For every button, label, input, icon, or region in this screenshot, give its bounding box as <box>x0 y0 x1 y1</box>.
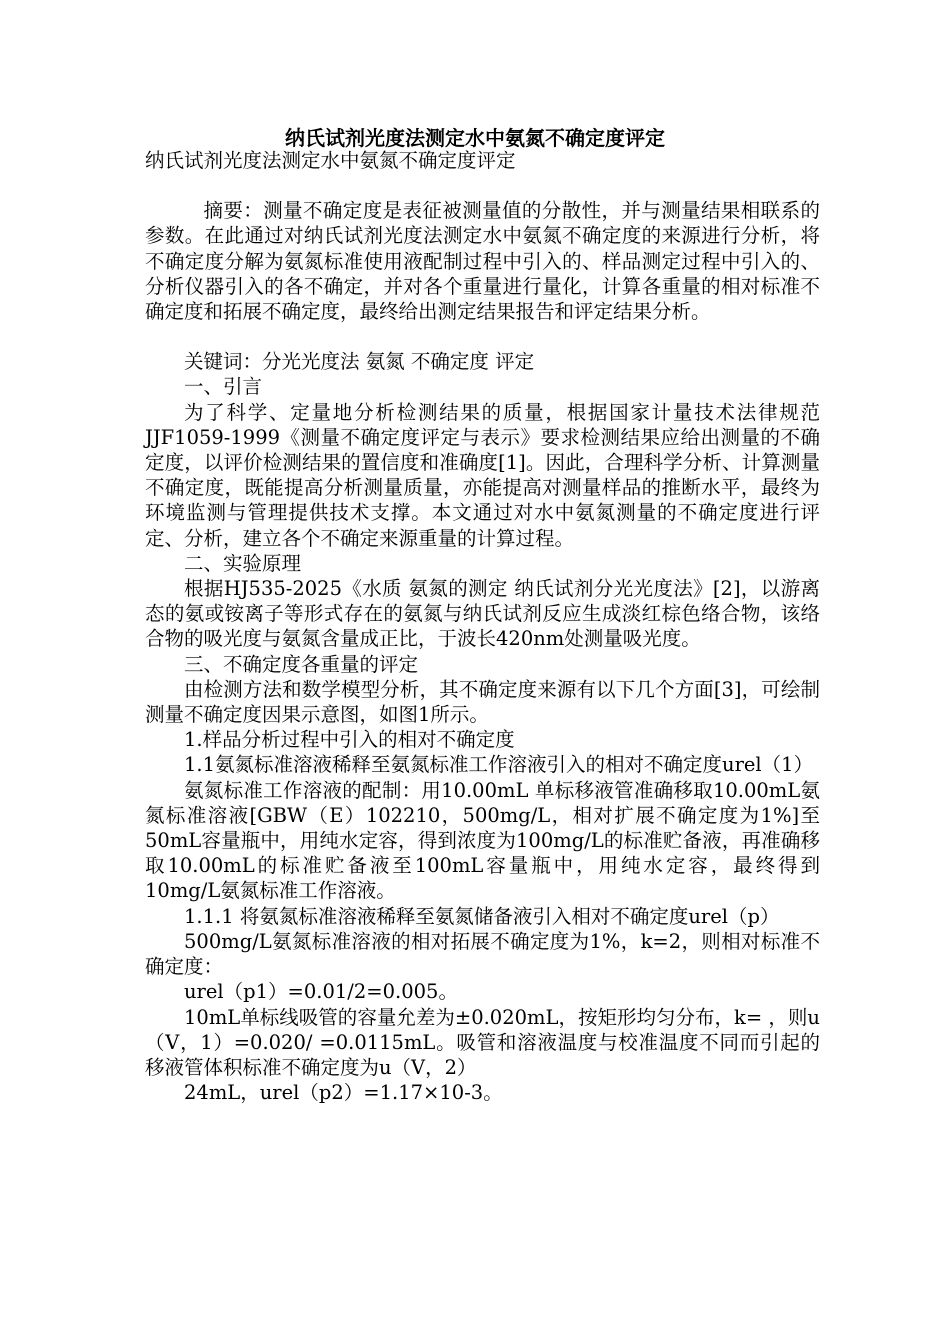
keywords-line: 关键词：分光光度法 氨氮 不确定度 评定 <box>184 350 535 374</box>
relative-uncertainty-paragraph: 500mg/L氨氮标准溶液的相对拓展不确定度为1%，k=2，则相对标准不确定度： <box>145 929 820 979</box>
formula-urel-p2: 24mL，urel（p2）=1.17×10-3。 <box>184 1081 503 1105</box>
subsection-heading-1-1: 1.1氨氮标准溶液稀释至氨氮标准工作溶液引入的相对不确定度urel（1） <box>184 753 814 777</box>
spacer <box>145 173 820 198</box>
document-subtitle: 纳氏试剂光度法测定水中氨氮不确定度评定 <box>145 149 516 172</box>
spacer <box>145 324 820 349</box>
principle-paragraph: 根据HJ535-2025《水质 氨氮的测定 纳氏试剂分光光度法》[2]，以游离态的氨或铵离子等形式存在的氨氮与纳氏试剂反应生成淡红棕色络合物，该络合物的吸光度与氨氮含量成正比，于波长420nm处测量吸光度。 <box>145 577 820 651</box>
pipette-paragraph: 10mL单标线吸管的容量允差为±0.020mL，按矩形均匀分布，k= ，则u（V，1）=0.020/ =0.0115mL。吸管和溶液温度与校准温度不同而引起的移液管体积标准不确定度为u（V，2） <box>145 1005 820 1079</box>
document-title: 纳氏试剂光度法测定水中氨氮不确定度评定 <box>285 126 665 150</box>
abstract-paragraph: 摘要：测量不确定度是表征被测量值的分散性，并与测量结果相联系的参数。在此通过对纳氏试剂光度法测定水中氨氮不确定度的来源进行分析，将不确定度分解为氨氮标准使用液配制过程中引入的、样品测定过程中引入的、分析仪器引入的各不确定，并对各个重量进行量化，计算各重量的相对标准不确定度和拓展不确定度，最终给出测定结果报告和评定结果分析。 <box>145 199 820 324</box>
section-heading-introduction: 一、引言 <box>184 375 263 399</box>
formula-urel-p1: urel（p1）=0.01/2=0.005。 <box>184 980 458 1004</box>
section-heading-evaluation: 三、不确定度各重量的评定 <box>184 652 419 676</box>
subsection-heading-1: 1.样品分析过程中引入的相对不确定度 <box>184 728 515 752</box>
document-body <box>145 148 820 1105</box>
working-solution-paragraph: 氨氮标准工作溶液的配制：用10.00mL 单标移液管准确移取10.00mL氨氮标准溶液[GBW（E）102210，500mg/L，相对扩展不确定度为1%]至50mL容量瓶中，用纯水定容，得到浓度为100mg/L的标准贮备液，再准确移取10.00mL的标准贮备液至100mL容量瓶中，用纯水定容，最终得到10mg/L氨氮标准工作溶液。 <box>145 778 820 903</box>
evaluation-paragraph: 由检测方法和数学模型分析，其不确定度来源有以下几个方面[3]，可绘制测量不确定度因果示意图，如图1所示。 <box>145 677 820 727</box>
subsection-heading-1-1-1: 1.1.1 将氨氮标准溶液稀释至氨氮储备液引入相对不确定度urel（p） <box>184 904 780 928</box>
section-heading-principle: 二、实验原理 <box>184 551 302 575</box>
introduction-paragraph: 为了科学、定量地分析检测结果的质量，根据国家计量技术法律规范JJF1059-1999《测量不确定度评定与表示》要求检测结果应给出测量的不确定度，以评价检测结果的置信度和准确度[1]。因此，合理科学分析、计算测量不确定度，既能提高分析测量质量，亦能提高对测量样品的推断水平，最终为环境监测与管理提供技术支撑。本文通过对水中氨氮测量的不确定度进行评定、分析，建立各个不确定来源重量的计算过程。 <box>145 400 820 550</box>
